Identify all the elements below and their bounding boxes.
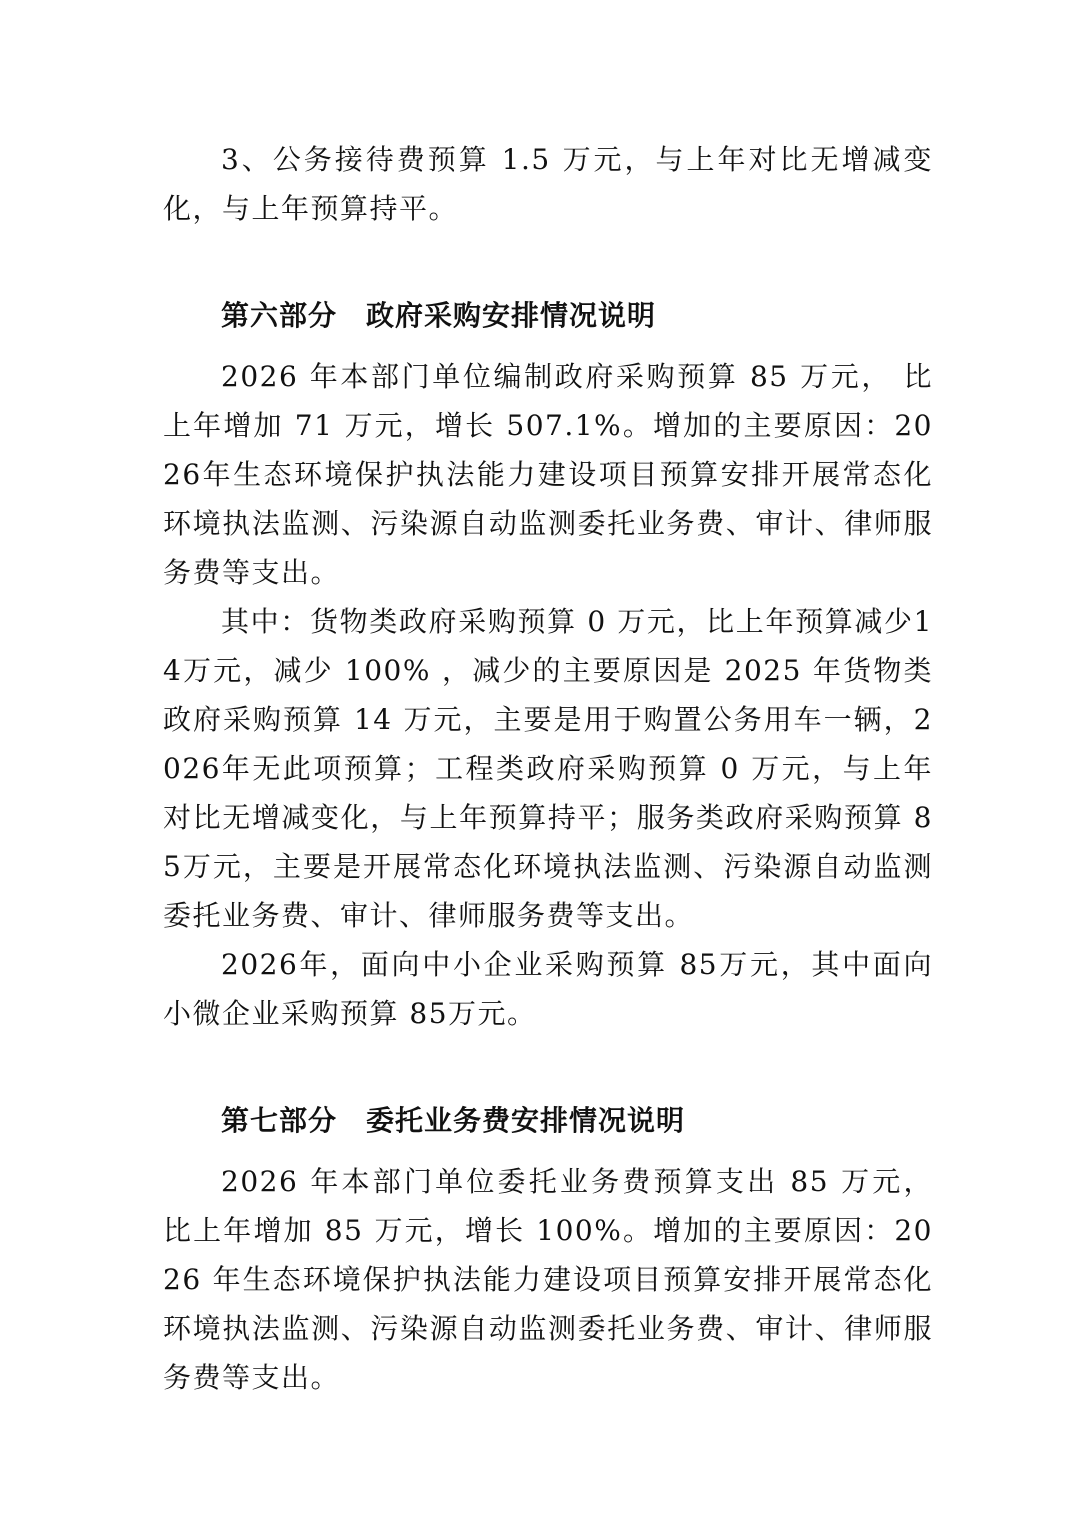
- section-6-heading: 第六部分 政府采购安排情况说明: [221, 299, 657, 332]
- spacer: [163, 1038, 933, 1096]
- spacer: [163, 233, 933, 291]
- section-7-heading: 第七部分 委托业务费安排情况说明: [221, 1104, 686, 1137]
- section-7-paragraph-1: 2026 年本部门单位委托业务费预算支出 85 万元， 比上年增加 85 万元，增长 100%。增加的主要原因：2026 年生态环境保护执法能力建设项目预算安排开展常态化环境执法监测、污染源自动监测委托业务费、审计、律师服务费等支出。: [163, 1165, 933, 1394]
- document-body: [163, 135, 933, 1402]
- section-6-paragraph-1: 2026 年本部门单位编制政府采购预算 85 万元， 比上年增加 71 万元，增长 507.1%。增加的主要原因：2026年生态环境保护执法能力建设项目预算安排开展常态化环境执法监测、污染源自动监测委托业务费、审计、律师服务费等支出。: [163, 360, 933, 589]
- section-6-paragraph-2: 其中：货物类政府采购预算 0 万元，比上年预算减少14万元，减少 100% ，减少的主要原因是 2025 年货物类政府采购预算 14 万元，主要是用于购置公务用车一辆，2026年无此项预算；工程类政府采购预算 0 万元，与上年对比无增减变化，与上年预算持平；服务类政府采购预算 85万元，主要是开展常态化环境执法监测、污染源自动监测委托业务费、审计、律师服务费等支出。: [163, 605, 933, 932]
- paragraph-reception-budget: 3、公务接待费预算 1.5 万元，与上年对比无增减变化，与上年预算持平。: [163, 143, 933, 225]
- section-6-paragraph-3: 2026年，面向中小企业采购预算 85万元，其中面向小微企业采购预算 85万元。: [163, 948, 933, 1030]
